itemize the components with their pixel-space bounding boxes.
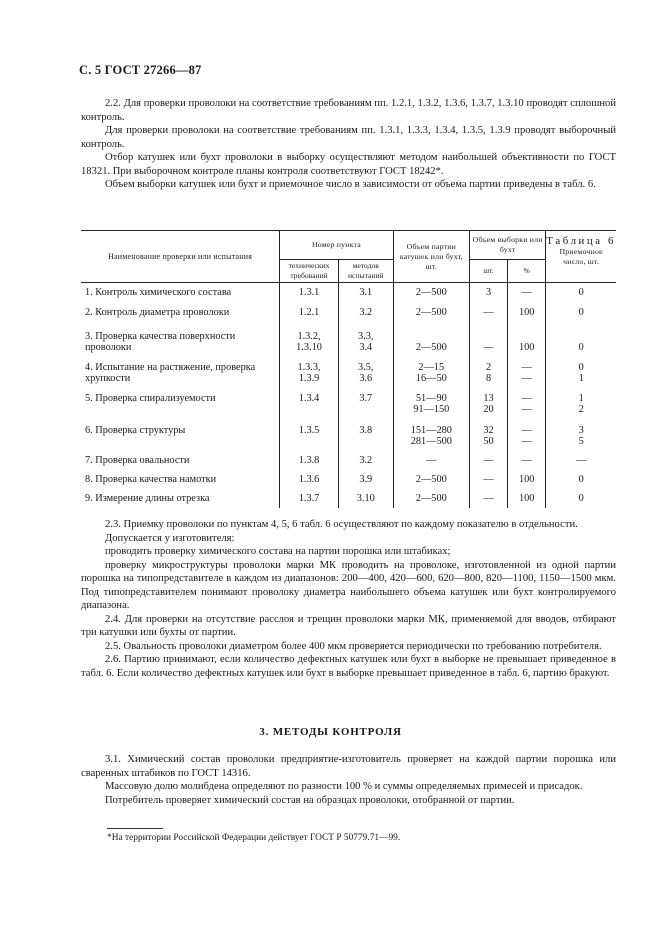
cell-pct: — — (508, 356, 546, 387)
header-pcs: шт. (469, 260, 507, 283)
paragraph: проводить проверку химического состава на партии порошка или штабиках; (105, 546, 451, 557)
cell-req: 1.2.1 (280, 303, 339, 325)
header-method: методов испытаний (338, 260, 393, 283)
cell-method: 3.2 (338, 303, 393, 325)
table-caption: Таблица 6 (546, 235, 616, 247)
paragraph: 3.1. Химический состав проволоки предприятие-изготовитель проверяет на каждой партии порошка или сваренных штабиков по ГОСТ 14316. (81, 754, 616, 779)
table-row (81, 419, 616, 451)
header-req: технических требований (280, 260, 339, 283)
cell-volume: 2—500 (393, 470, 469, 489)
paragraph: Для проверки проволоки на соответствие требованиям пп. 1.3.1, 1.3.3, 1.3.4, 1.3.5, 1.3.9 проводят выборочный контроль. (81, 125, 616, 150)
cell-req: 1.3.1 (280, 283, 339, 303)
cell-volume: 2—15 16—50 (393, 356, 469, 387)
cell-acc: 3 5 (578, 424, 584, 447)
cell-pcs: — (469, 470, 507, 489)
cell-method: 3.5, 3.6 (338, 356, 393, 387)
cell-pcs: — (469, 303, 507, 325)
paragraph: Массовую долю молибдена определяют по разности 100 % и суммы определяемых примесей и присадок. (105, 781, 583, 792)
cell-acc: — (576, 454, 587, 466)
cell-pct: — — (508, 419, 546, 451)
cell-pct: — — (508, 387, 546, 419)
cell-volume: 2—500 (393, 303, 469, 325)
cell-pcs: — (469, 451, 507, 470)
cell-req: 1.3.3, 1.3.9 (280, 356, 339, 387)
section3-text (81, 753, 616, 807)
header-acceptance: Приемочное число, шт. (546, 231, 616, 283)
cell-acc: 0 (578, 492, 584, 504)
cell-pct: 100 (508, 470, 546, 489)
header-name: Наименование проверки или испытания (81, 231, 280, 283)
cell-method: 3.8 (338, 419, 393, 451)
cell-name: 2. Контроль диаметра проволоки (81, 303, 280, 325)
page-header: С. 5 ГОСТ 27266—87 (79, 63, 202, 77)
paragraph: 2.4. Для проверки на отсутствие расслоя и трещин проволоки марки МК, применяемой для вводов, отбирают три катушки или бухты от партии. (81, 613, 616, 638)
table-row (81, 325, 616, 356)
acceptance-text (81, 518, 616, 680)
cell-volume: 2—500 (393, 283, 469, 303)
cell-name: 5. Проверка спирализуемости (81, 387, 280, 419)
cell-req: 1.3.8 (280, 451, 339, 470)
cell-acc: 0 1 (578, 361, 584, 384)
paragraph: Потребитель проверяет химический состав на образцах проволоки, отобранной от партии. (105, 794, 515, 806)
header-sample: Объем выборки или бухт (469, 231, 545, 260)
paragraph: 2.2. Для проверки проволоки на соответствие требованиям пп. 1.2.1, 1.3.2, 1.3.6, 1.3.7, 1.3.10 проводят сплошной контроль. (81, 98, 616, 123)
paragraph: проверку микроструктуры проволоки марки МК проводить на проволоке, изготовленной из одной партии порошка на типопредставителе в каждом из диапазонов: 200—400, 420—600, 620—800, 820—1100, 1150—1500 мкм. Под типопредставителем понимают проволоку диаметра наибольшего объема катушек или бухт контролируемого диапазона. (81, 559, 616, 611)
cell-pcs: — (469, 325, 507, 356)
cell-pcs: — (469, 489, 507, 508)
cell-name: 4. Испытание на растяжение, проверка хрупкости (81, 356, 280, 387)
table-row (81, 356, 616, 387)
cell-name: 1. Контроль химического состава (81, 283, 280, 303)
cell-req: 1.3.5 (280, 419, 339, 451)
cell-volume: 51—90 91—150 (393, 387, 469, 419)
cell-name: 6. Проверка структуры (81, 419, 280, 451)
cell-pcs: 32 50 (469, 419, 507, 451)
cell-volume: 2—500 (393, 489, 469, 508)
table-row (81, 451, 616, 470)
cell-volume: 151—280 281—500 (393, 419, 469, 451)
cell-acc: 0 (578, 473, 584, 485)
cell-acc: 0 (578, 287, 584, 298)
cell-req: 1.3.4 (280, 387, 339, 419)
header-lot-volume: Объем партии катушек или бухт, шт. (393, 231, 469, 283)
table-row (81, 470, 616, 489)
table-row (81, 303, 616, 325)
header-pct: % (508, 260, 546, 283)
cell-volume: — (393, 451, 469, 470)
paragraph: Отбор катушек или бухт проволоки в выборку осуществляют методом наибольшей объективности по ГОСТ 18321. При выборочном контроле планы контроля соответствуют ГОСТ 18242*. (81, 152, 616, 177)
footnote-divider (107, 828, 163, 829)
intro-text (81, 97, 616, 192)
cell-req: 1.3.6 (280, 470, 339, 489)
cell-acc: 0 (578, 342, 584, 353)
cell-pcs: 3 (469, 283, 507, 303)
cell-method: 3.10 (338, 489, 393, 508)
cell-pct: — (508, 283, 546, 303)
cell-pct: 100 (508, 303, 546, 325)
cell-method: 3.2 (338, 451, 393, 470)
cell-pct: 100 (508, 489, 546, 508)
cell-pcs: 2 8 (469, 356, 507, 387)
cell-method: 3.9 (338, 470, 393, 489)
cell-req: 1.3.2, 1.3.10 (280, 325, 339, 356)
table-row (81, 387, 616, 419)
paragraph: 2.3. Приемку проволоки по пунктам 4, 5, 6 табл. 6 осуществляют по каждому показателю в отдельности. (105, 519, 578, 530)
cell-name: 8. Проверка качества намотки (81, 470, 280, 489)
table-row (81, 283, 616, 303)
cell-volume: 2—500 (393, 325, 469, 356)
paragraph: Объем выборки катушек или бухт и приемочное число в зависимости от объема партии приведены в табл. 6. (105, 179, 596, 190)
cell-method: 3.3, 3.4 (338, 325, 393, 356)
cell-pcs: 13 20 (469, 387, 507, 419)
cell-name: 7. Проверка овальности (81, 451, 280, 470)
paragraph: Допускается у изготовителя: (105, 532, 235, 544)
cell-method: 3.7 (338, 387, 393, 419)
cell-acc: 1 2 (578, 392, 584, 415)
cell-name: 3. Проверка качества поверхности проволоки (81, 325, 280, 356)
cell-req: 1.3.7 (280, 489, 339, 508)
section-title: 3. МЕТОДЫ КОНТРОЛЯ (259, 726, 402, 738)
table-6 (81, 230, 616, 508)
cell-method: 3.1 (338, 283, 393, 303)
footnote: *На территории Российской Федерации действует ГОСТ Р 50779.71—99. (107, 833, 401, 843)
header-clause: Номер пункта (280, 231, 393, 260)
cell-name: 9. Измерение длины отрезка (81, 489, 280, 508)
cell-pct: 100 (508, 325, 546, 356)
paragraph: 2.6. Партию принимают, если количество дефектных катушек или бухт в выборке не превышает приведенное в табл. 6. Если количество дефектных катушек или бухт в выборке превышает приведенное в табл. 6, партию бракуют. (81, 654, 616, 679)
table-row (81, 489, 616, 508)
cell-pct: — (508, 451, 546, 470)
cell-acc: 0 (578, 306, 584, 318)
paragraph: 2.5. Овальность проволоки диаметром более 400 мкм проверяется периодически по требованию потребителя. (105, 640, 602, 652)
